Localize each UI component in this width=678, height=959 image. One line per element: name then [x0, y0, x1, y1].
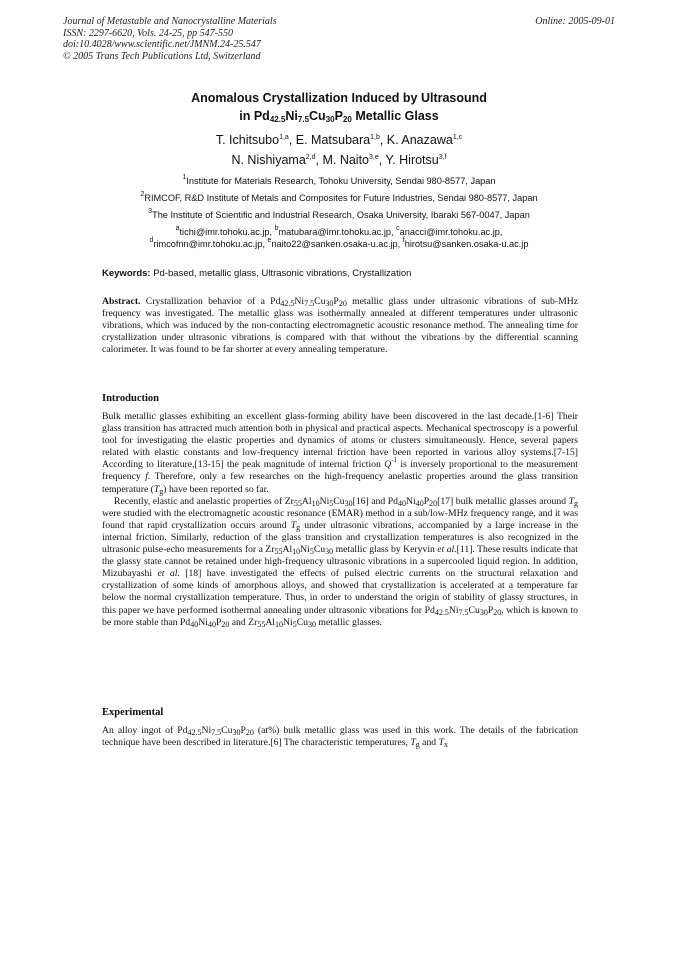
sub: 7.5 — [211, 728, 222, 737]
title-sub: 42.5 — [269, 115, 286, 124]
email-link[interactable]: naito22@sanken.osaka-u.ac.jp, — [271, 239, 403, 249]
text: Ni — [198, 616, 208, 628]
email-sup: a — [175, 225, 180, 232]
symbol: T — [290, 519, 297, 531]
affil-text: Institute for Materials Research, Tohoku University, Sendai 980-8577, Japan — [186, 176, 496, 186]
symbol: f — [145, 471, 148, 483]
keywords-label: Keywords: — [102, 268, 151, 279]
sub: 20 — [429, 498, 438, 508]
author-line-1 — [0, 131, 678, 150]
affil-text: The Institute of Scientific and Industrial Research, Osaka University, Ibaraki 567-0047, Japan — [152, 210, 530, 220]
sub: 42.5 — [187, 728, 202, 737]
sub: 20 — [338, 299, 347, 308]
copyright-line: © 2005 Trans Tech Publications Ltd, Switzerland — [63, 50, 261, 62]
affil-number: 1 — [182, 174, 187, 181]
sub: x — [443, 740, 448, 750]
text: Cu — [333, 495, 345, 507]
sub: 40 — [398, 498, 407, 508]
exp-paragraph-1 — [102, 725, 578, 749]
author-affil: 1,a — [279, 134, 289, 141]
sub: 30 — [479, 607, 488, 617]
sub: 20 — [493, 607, 502, 617]
sub: 30 — [308, 619, 316, 629]
email-sup: f — [402, 237, 405, 244]
intro-paragraph-1 — [102, 411, 578, 496]
section-heading-introduction: Introduction — [102, 393, 159, 404]
affil-text: RIMCOF, R&D Institute of Metals and Composites for Future Industries, Sendai 980-8577, Japan — [144, 193, 538, 203]
author-name: , K. Anazawa — [379, 133, 453, 147]
email-link[interactable]: rimcofnn@imr.tohoku.ac.jp, — [153, 239, 268, 249]
et-al: et al. — [437, 544, 457, 556]
sub: 40 — [207, 619, 216, 629]
author-affil: 3,f — [438, 154, 447, 161]
text: were studied with the electromagnetic acoustic resonance (EMAR) method in a sub/low-MHz frequency range, and it was found that rapid crystallization occurs around — [102, 507, 578, 531]
sub: 55 — [274, 547, 283, 557]
text: [11]. These results indicate that the glassy state cannot be retained under high-frequency ultrasonic vibrations in a supercooled liquid region. In addition, Mizubayashi — [102, 544, 578, 580]
email-line-2 — [0, 238, 678, 250]
sub: 40 — [190, 619, 199, 629]
author-name: N. Nishiyama — [231, 153, 306, 167]
text: and Zr — [229, 616, 258, 628]
text: Ni — [448, 604, 459, 616]
intro-paragraph-2 — [102, 496, 578, 629]
paper-title-line1: Anomalous Crystallization Induced by Ultrasound — [191, 91, 487, 105]
title-sub: 20 — [342, 115, 352, 124]
text: . Therefore, only a few researches on the high-frequency anelastic properties around the glass transition temperature ( — [102, 471, 578, 495]
email-sup: c — [396, 225, 400, 232]
text: [16] and Pd — [352, 495, 399, 507]
sub: 30 — [344, 498, 353, 508]
author-name: T. Ichitsubo — [215, 133, 280, 147]
text: Al — [301, 495, 312, 507]
title-text: P — [334, 109, 343, 123]
abstract-text: Cu — [314, 296, 326, 307]
email-link[interactable]: hirotsu@sanken.osaka-u.ac.jp — [404, 239, 529, 249]
sub: 5 — [292, 619, 297, 629]
affiliation-1 — [0, 175, 678, 187]
text: [17] bulk metallic glasses around — [437, 495, 569, 507]
author-line-2 — [0, 151, 678, 170]
affil-number: 2 — [140, 191, 145, 198]
text: Al — [265, 616, 275, 628]
sub: 7.5 — [458, 607, 469, 617]
text: Cu — [296, 616, 308, 628]
sup: -1 — [391, 456, 398, 465]
email-sup: e — [267, 237, 272, 244]
symbol: Q — [384, 459, 392, 471]
sub: 10 — [311, 498, 320, 508]
title-text: Metallic Glass — [351, 109, 439, 123]
email-link[interactable]: matubara@imr.tohoku.ac.jp, — [278, 227, 397, 237]
text: metallic glasses. — [316, 616, 382, 628]
text: Recently, elastic and anelastic properties of Zr — [114, 495, 294, 507]
text: P — [487, 604, 494, 616]
text: and — [419, 737, 439, 749]
sub: 55 — [293, 498, 302, 508]
sub: 5 — [329, 498, 334, 508]
title-text: Ni — [285, 109, 298, 123]
email-link[interactable]: tichi@imr.tohoku.ac.jp, — [179, 227, 275, 237]
text: Ni — [201, 725, 212, 736]
keywords — [102, 268, 578, 279]
text: (at%) bulk metallic glass was used in this work. The details of the fabrication technique have been described in literature.[6] The characteristic temperatures, — [102, 725, 578, 749]
sub: 20 — [245, 728, 254, 737]
sub: g — [296, 522, 301, 532]
paper-title-line2 — [0, 107, 678, 125]
sub: 10 — [275, 619, 283, 629]
sub: 30 — [232, 728, 241, 737]
text: Ni — [319, 495, 330, 507]
text: Bulk metallic glasses exhibiting an excellent glass-forming ability have been discovered in the last decade.[1-6] Their glass transition has attracted much attention both in physical and practical aspects. Mechanical spectroscopy is a powerful tool for investigating the elastic properties and dynamics of atoms or clusters simultaneously. Hence, several papers related with elastic constants and low-frequency internal friction have been reported in various alloy systems.[7-15] According to literature,[13-15] the peak magnitude of internal friction — [102, 411, 578, 471]
title-text: in Pd — [239, 109, 270, 123]
sub: 10 — [292, 547, 301, 557]
text: Al — [282, 544, 293, 556]
abstract-text: Crystallization behavior of a Pd — [140, 296, 281, 307]
sub: g — [415, 740, 420, 750]
symbol: T — [153, 483, 160, 495]
sub: 20 — [221, 619, 230, 629]
sub: 30 — [325, 299, 334, 308]
issn-line: ISSN: 2297-6620, Vols. 24-25, pp 547-550 — [63, 27, 233, 39]
text: P — [240, 725, 246, 736]
author-affil: 1,b — [370, 134, 380, 141]
email-sup: b — [274, 225, 279, 232]
text: P — [215, 616, 222, 628]
text: Ni — [300, 544, 310, 556]
text: , which is known to be more stable than Pd — [102, 604, 578, 628]
affiliation-3 — [0, 209, 678, 221]
text: Cu — [468, 604, 480, 616]
author-affil: 1,c — [452, 134, 463, 141]
affil-number: 3 — [148, 208, 153, 215]
email-sup: d — [149, 237, 154, 244]
author-name: , Y. Hirotsu — [378, 153, 439, 167]
symbol: T — [438, 737, 444, 749]
text: under ultrasonic vibrations, accompanied by a large increase in the internal friction. Similarly, reduction of the glass transition and crystallization temperatures is also recognized in the ultrasonic pulse-echo measurements for a Zr — [102, 519, 578, 556]
doi-line[interactable]: doi:10.4028/www.scientific.net/JMNM.24-25.547 — [63, 39, 261, 50]
text: metallic glass by Keryvin — [333, 544, 438, 556]
title-sub: 30 — [325, 115, 335, 124]
abstract — [102, 296, 578, 356]
keywords-text: Pd-based, metallic glass, Ultrasonic vibrations, Crystallization — [150, 268, 412, 279]
author-affil: 3,e — [369, 154, 379, 161]
symbol: T — [410, 737, 416, 749]
text: Ni — [406, 495, 416, 507]
text: P — [423, 495, 430, 507]
sub: 55 — [257, 619, 266, 629]
abstract-text: Ni — [294, 296, 305, 307]
abstract-text: metallic glass under ultrasonic vibrations of sub-MHz frequency was investigated. The metallic glass was isothermally annealed at different temperatures under ultrasonic vibrations, which was induced by the non-contacting electromagnetic acoustic resonance method. The annealing time for crystallization under ultrasonic vibrations is compared with that without the vibrations by the differential scanning calorimeter. It was found to be far shorter at every annealing temperature. — [102, 296, 579, 356]
author-name: , E. Matsubara — [288, 133, 371, 147]
sub: 42.5 — [280, 299, 295, 308]
sub: 5 — [309, 547, 314, 557]
introduction-body — [102, 411, 578, 629]
text: An alloy ingot of Pd — [102, 725, 188, 736]
text: Cu — [221, 725, 233, 736]
text: ) have been reported so far. — [163, 483, 269, 495]
sub: 40 — [415, 498, 424, 508]
et-al: et al. — [157, 568, 180, 580]
email-line-1 — [0, 226, 678, 238]
sub: g — [574, 498, 578, 508]
title-sub: 7.5 — [297, 115, 310, 124]
journal-name: Journal of Metastable and Nanocrystalline Materials — [63, 16, 277, 27]
section-heading-experimental: Experimental — [102, 707, 164, 718]
sub: 42.5 — [434, 607, 449, 617]
symbol: T — [568, 495, 574, 507]
author-name: , M. Naito — [315, 153, 370, 167]
email-link[interactable]: anacci@imr.tohoku.ac.jp, — [399, 227, 503, 237]
text: Ni — [283, 616, 293, 628]
journal-header — [63, 16, 277, 62]
text: [18] have investigated the effects of pulsed electric currents on the structural relaxation and crystallization of some kinds of amorphous alloys, and showed that crystallization is accelerated at a temperature far below the normal crystallization temperature. Thus, in order to understand the origin of stability of glassy structures, in this paper we have performed isothermal annealing under ultrasonic vibrations for Pd — [102, 568, 579, 616]
sub: 30 — [325, 547, 334, 557]
affiliation-2 — [0, 192, 678, 204]
abstract-label: Abstract. — [102, 296, 141, 307]
title-text: Cu — [309, 109, 326, 123]
author-affil: 2,d — [305, 154, 316, 161]
abstract-text: P — [333, 296, 339, 307]
text: is inversely proportional to the measurement frequency — [102, 459, 578, 483]
sub: 7.5 — [304, 299, 315, 308]
experimental-body — [102, 725, 578, 749]
online-date: Online: 2005-09-01 — [535, 16, 615, 27]
text: Cu — [313, 544, 326, 556]
sub: g — [159, 486, 164, 496]
